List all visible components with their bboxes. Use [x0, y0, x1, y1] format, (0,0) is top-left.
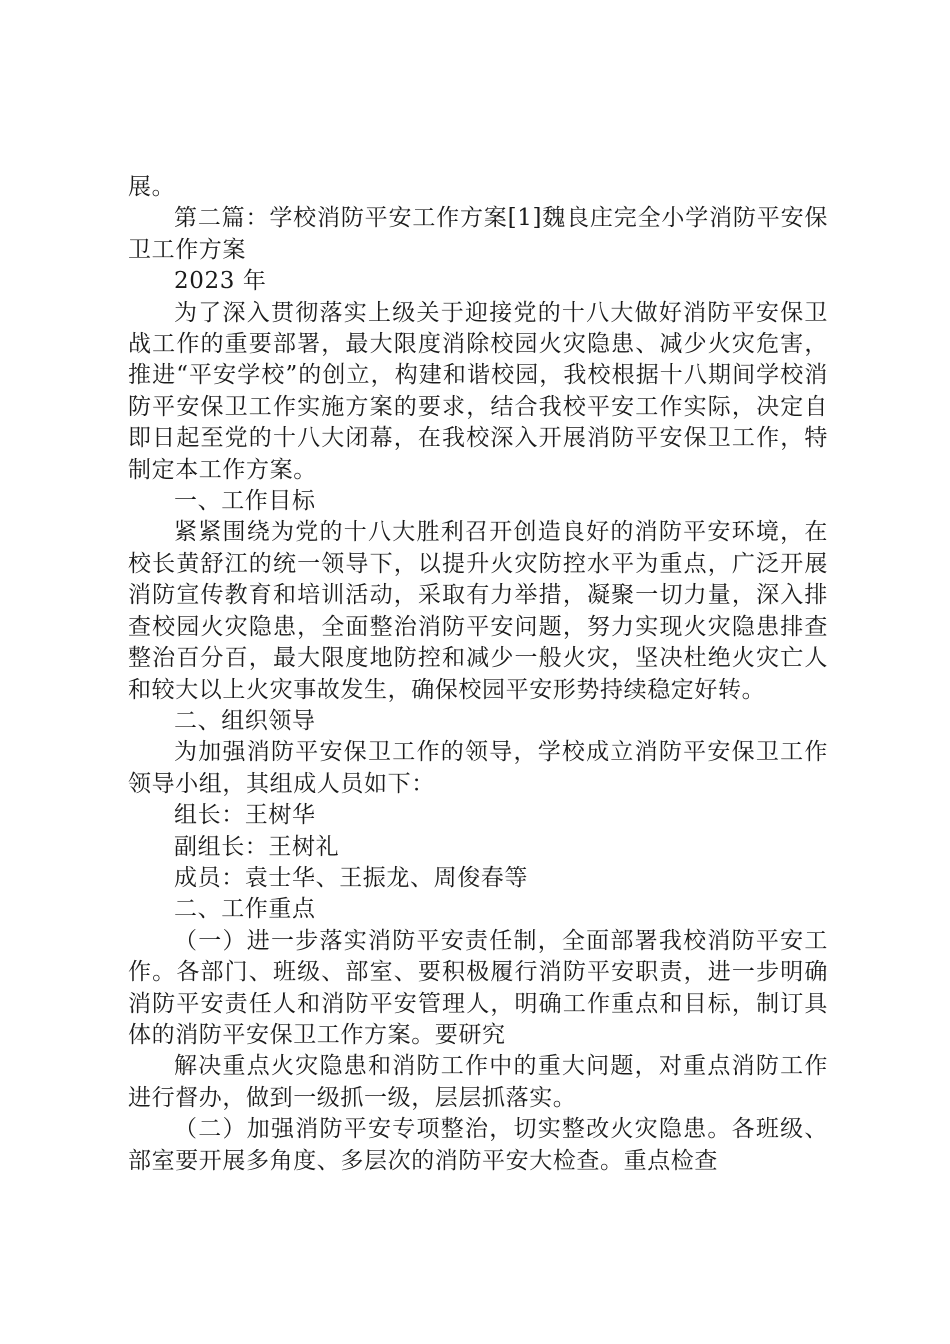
document-year: 2023 年 [174, 268, 267, 295]
focus-item-2: （二）加强消防平安专项整治，切实整改火灾隐患。各班级、部室要开展多角度、多层次的消防平安大检查。重点检查 [128, 1116, 828, 1174]
group-members: 成员：袁士华、王振龙、周俊春等 [174, 864, 528, 891]
intro-paragraph: 为了深入贯彻落实上级关于迎接党的十八大做好消防平安保卫战工作的重要部署，最大限度消除校园火灾隐患、减少火灾危害，推进“平安学校”的创立，构建和谐校园，我校根据十八期间学校消防平安保卫工作实施方案的要求，结合我校平安工作实际，决定自即日起至党的十八大闭幕，在我校深入开展消防平安保卫工作，特制定本工作方案。 [128, 299, 828, 483]
organization-paragraph: 为加强消防平安保卫工作的领导，学校成立消防平安保卫工作领导小组，其组成人员如下： [128, 739, 828, 797]
heading-work-goal: 一、工作目标 [174, 488, 316, 515]
deputy-group-leader: 副组长：王树礼 [174, 833, 340, 860]
paragraph-continuation: 展。 [128, 174, 176, 200]
document-body [128, 172, 828, 1177]
heading-organization: 二、组织领导 [174, 707, 316, 734]
focus-item-1: （一）进一步落实消防平安责任制，全面部署我校消防平安工作。各部门、班级、部室、要积极履行消防平安职责，进一步明确消防平安责任人和消防平安管理人，明确工作重点和目标，制订具体的消防平安保卫工作方案。要研究 [128, 927, 828, 1048]
heading-work-focus: 二、工作重点 [174, 896, 316, 923]
group-leader: 组长：王树华 [174, 802, 316, 829]
section-title: 第二篇：学校消防平安工作方案[1]魏良庄完全小学消防平安保卫工作方案 [128, 205, 828, 263]
focus-item-1-continued: 解决重点火灾隐患和消防工作中的重大问题，对重点消防工作进行督办，做到一级抓一级，层层抓落实。 [128, 1053, 828, 1111]
work-goal-paragraph: 紧紧围绕为党的十八大胜利召开创造良好的消防平安环境，在校长黄舒江的统一领导下，以提升火灾防控水平为重点，广泛开展消防宣传教育和培训活动，采取有力举措，凝聚一切力量，深入排查校园火灾隐患，全面整治消防平安问题，努力实现火灾隐患排查整治百分百，最大限度地防控和减少一般火灾，坚决杜绝火灾亡人和较大以上火灾事故发生，确保校园平安形势持续稳定好转。 [128, 519, 828, 703]
